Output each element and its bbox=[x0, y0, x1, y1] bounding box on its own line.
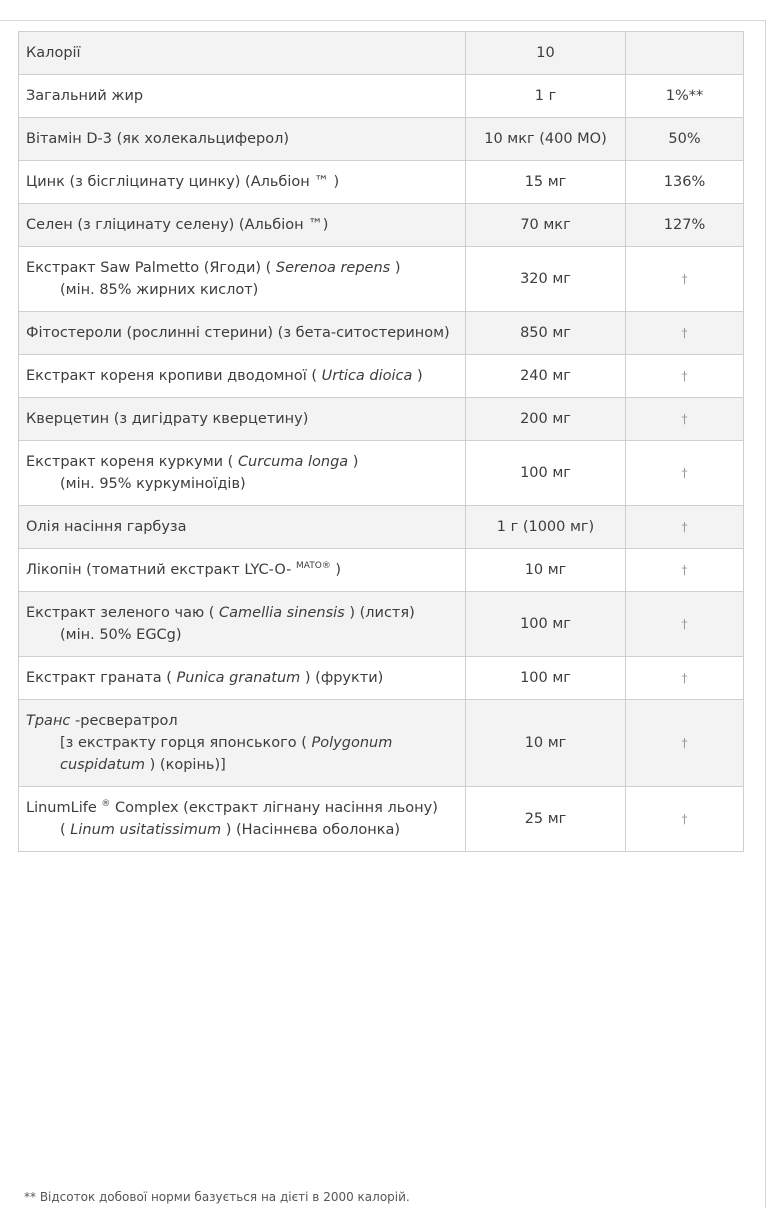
daily-value: 136% bbox=[626, 161, 744, 204]
ingredient-amount: 100 мг bbox=[466, 592, 626, 657]
daily-value bbox=[626, 355, 744, 398]
daily-value bbox=[626, 506, 744, 549]
table-row bbox=[19, 787, 744, 852]
table-row bbox=[19, 441, 744, 506]
table-row bbox=[19, 506, 744, 549]
ingredient-name: Фітостероли (рослинні стерини) (з бета-ситостерином) bbox=[19, 312, 466, 355]
dagger-mark: † bbox=[681, 412, 688, 426]
daily-value bbox=[626, 312, 744, 355]
dagger-mark: † bbox=[681, 369, 688, 383]
table-row bbox=[19, 549, 744, 592]
daily-value: 127% bbox=[626, 204, 744, 247]
ingredient-name: Цинк (з бісгліцинату цинку) (Альбіон ™ ) bbox=[19, 161, 466, 204]
daily-value bbox=[626, 657, 744, 700]
ingredient-amount: 200 мг bbox=[466, 398, 626, 441]
ingredient-amount: 10 мг bbox=[466, 700, 626, 787]
table-row bbox=[19, 592, 744, 657]
daily-value bbox=[626, 549, 744, 592]
ingredient-name: Екстракт кореня кропиви дводомної ( Urtica dioica ) bbox=[19, 355, 466, 398]
ingredient-name: Калорії bbox=[19, 32, 466, 75]
dagger-mark: † bbox=[681, 466, 688, 480]
table-row bbox=[19, 161, 744, 204]
ingredient-amount: 100 мг bbox=[466, 657, 626, 700]
table-row bbox=[19, 32, 744, 75]
ingredient-name: Кверцетин (з дигідрату кверцетину) bbox=[19, 398, 466, 441]
table-row bbox=[19, 118, 744, 161]
ingredient-name: Загальний жир bbox=[19, 75, 466, 118]
dagger-mark: † bbox=[681, 617, 688, 631]
daily-value bbox=[626, 441, 744, 506]
daily-value bbox=[626, 700, 744, 787]
ingredient-amount: 1 г (1000 мг) bbox=[466, 506, 626, 549]
ingredient-amount: 320 мг bbox=[466, 247, 626, 312]
ingredient-name: Олія насіння гарбуза bbox=[19, 506, 466, 549]
ingredient-amount: 10 мкг (400 МО) bbox=[466, 118, 626, 161]
dagger-mark: † bbox=[681, 671, 688, 685]
table-row bbox=[19, 657, 744, 700]
ingredient-amount: 10 мг bbox=[466, 549, 626, 592]
ingredient-name: Транс -ресвератрол [з екстракту горця японського ( Polygonum cuspidatum ) (корінь)] bbox=[19, 700, 466, 787]
table-row bbox=[19, 312, 744, 355]
ingredient-name: Вітамін D-3 (як холекальциферол) bbox=[19, 118, 466, 161]
ingredient-name: Лікопін (томатний екстракт LYC-O- $^{MATO®}$ ) bbox=[19, 549, 466, 592]
supplement-facts-table bbox=[18, 31, 744, 852]
ingredient-name: Селен (з гліцинату селену) (Альбіон ™) bbox=[19, 204, 466, 247]
daily-value bbox=[626, 592, 744, 657]
table-row bbox=[19, 700, 744, 787]
daily-value bbox=[626, 787, 744, 852]
ingredient-amount: 850 мг bbox=[466, 312, 626, 355]
table-row bbox=[19, 204, 744, 247]
ingredient-amount: 240 мг bbox=[466, 355, 626, 398]
daily-value bbox=[626, 32, 744, 75]
ingredient-amount: 100 мг bbox=[466, 441, 626, 506]
dagger-mark: † bbox=[681, 812, 688, 826]
dagger-mark: † bbox=[681, 736, 688, 750]
ingredient-amount: 1 г bbox=[466, 75, 626, 118]
ingredient-amount: 15 мг bbox=[466, 161, 626, 204]
table-row bbox=[19, 398, 744, 441]
ingredient-amount: 10 bbox=[466, 32, 626, 75]
ingredient-amount: 25 мг bbox=[466, 787, 626, 852]
ingredient-name: Екстракт кореня куркуми ( Curcuma longa ) (мін. 95% куркуміноїдів) bbox=[19, 441, 466, 506]
dagger-mark: † bbox=[681, 520, 688, 534]
ingredient-name: Екстракт граната ( Punica granatum ) (фрукти) bbox=[19, 657, 466, 700]
ingredient-amount: 70 мкг bbox=[466, 204, 626, 247]
dagger-mark: † bbox=[681, 272, 688, 286]
dagger-mark: † bbox=[681, 563, 688, 577]
daily-value: 50% bbox=[626, 118, 744, 161]
daily-value bbox=[626, 398, 744, 441]
daily-value: 1%** bbox=[626, 75, 744, 118]
dagger-mark: † bbox=[681, 326, 688, 340]
table-row bbox=[19, 247, 744, 312]
table-row bbox=[19, 75, 744, 118]
ingredient-name: LinumLife ® Complex (екстракт лігнану насіння льону) ( Linum usitatissimum ) (Насіннєва оболонка) bbox=[19, 787, 466, 852]
ingredient-name: Екстракт Saw Palmetto (Ягоди) ( Serenoa repens ) (мін. 85% жирних кислот) bbox=[19, 247, 466, 312]
table-row bbox=[19, 355, 744, 398]
ingredient-name: Екстракт зеленого чаю ( Camellia sinensis ) (листя) (мін. 50% EGCg) bbox=[19, 592, 466, 657]
footnote: ** Відсоток добової норми базується на дієті в 2000 калорій. bbox=[24, 1190, 410, 1204]
daily-value bbox=[626, 247, 744, 312]
